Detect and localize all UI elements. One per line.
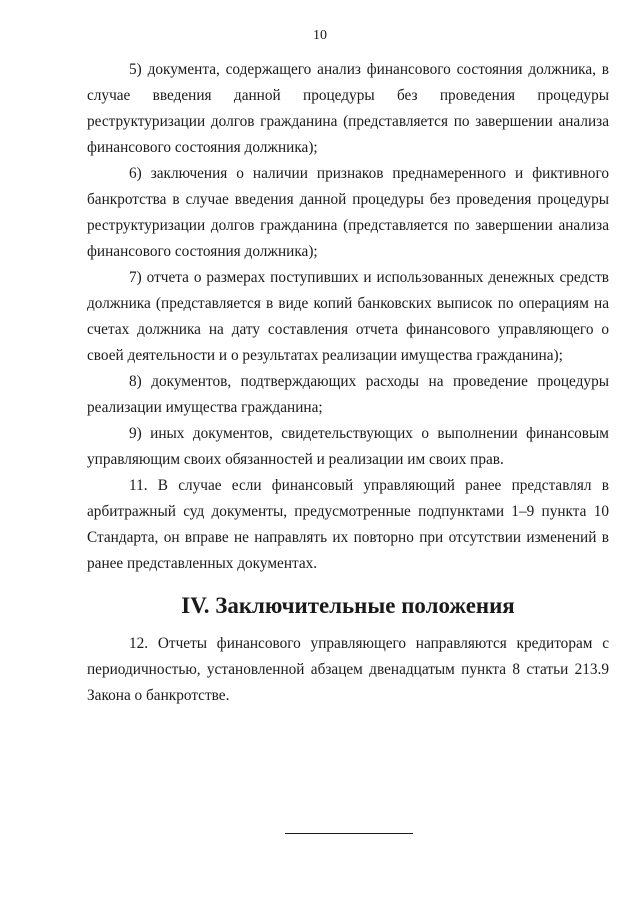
paragraph-clause-11: 11. В случае если финансовый управляющий ранее представлял в арбитражный суд документы, предусмотренные подпунктами 1–9 пункта 10 Стандарта, он вправе не направлять их повторно при отсутствии изменений в ранее представленных документах.	[87, 477, 609, 572]
section-heading: IV. Заключительные положения	[181, 593, 515, 618]
paragraph-item-5: 5) документа, содержащего анализ финансового состояния должника, в случае введения данной процедуры без проведения процедуры реструктуризации долгов гражданина (представляется по завершении анализа финансового состояния должника);	[87, 61, 609, 156]
document-body	[87, 57, 609, 709]
paragraph-clause-12: 12. Отчеты финансового управляющего направляются кредиторам с периодичностью, установленной абзацем двенадцатым пункта 8 статьи 213.9 Закона о банкротстве.	[87, 635, 609, 704]
paragraph-item-6: 6) заключения о наличии признаков преднамеренного и фиктивного банкротства в случае введения данной процедуры без проведения процедуры реструктуризации долгов гражданина (представляется по завершении анализа финансового состояния должника);	[87, 165, 609, 260]
paragraph-item-7: 7) отчета о размерах поступивших и использованных денежных средств должника (представляется в виде копий банковских выписок по операциям на счетах должника на дату составления отчета финансового управляющего о своей деятельности и о результатах реализации имущества гражданина);	[87, 269, 609, 364]
paragraph-item-8: 8) документов, подтверждающих расходы на проведение процедуры реализации имущества гражданина;	[87, 373, 609, 416]
footer-divider	[285, 833, 413, 834]
page-number: 10	[313, 28, 327, 43]
paragraph-item-9: 9) иных документов, свидетельствующих о выполнении финансовым управляющим своих обязанностей и реализации им своих прав.	[87, 425, 609, 468]
